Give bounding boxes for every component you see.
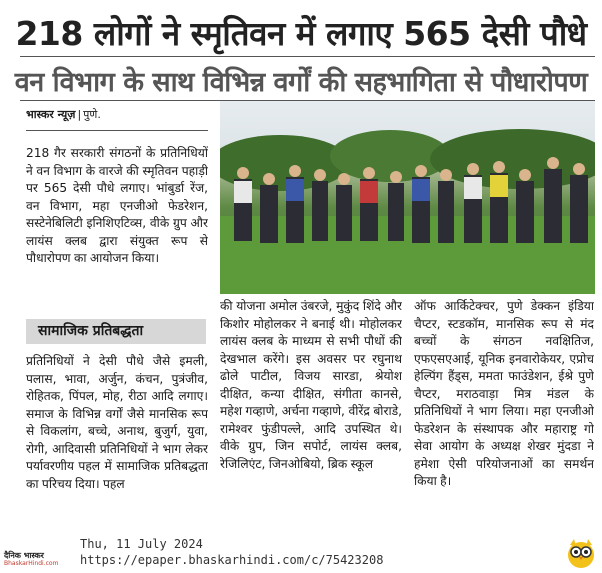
byline-separator: |	[77, 108, 82, 121]
byline-city: पुणे.	[83, 108, 101, 121]
body-column-2: की योजना अमोल उंबरजे, मुकुंद शिंदे और किशोर मोहोलकर ने बनाई थी। मोहोलकर लायंस क्लब के माध्यम से सभी पौधों की देखभाल करेंगे। इस अवसर पर रघुनाथ ढोले पाटील, विजय सारडा, श्रेयोश दीक्षित, कन्या दीक्षित, संगीता कानसे, महेश गव्हाणे, अर्चना गव्हाणे, वीरेंद्र बोराडे, रामेश्वर फुंडीपल्ले, आदि उपस्थित थे। वीके ग्रुप, जिन सपोर्ट, लायंस क्लब, रेजिलिएंट, जिनओबियो, ब्रिक स्कूल	[220, 299, 402, 471]
byline-source: भास्कर न्यूज़	[26, 108, 76, 121]
byline	[26, 107, 101, 122]
epaper-link[interactable]: https://epaper.bhaskarhindi.com/c/75423208	[80, 553, 384, 567]
subheadline: वन विभाग के साथ विभिन्न वर्गों की सहभागिता से पौधारोपण	[14, 67, 588, 98]
group-photo-image	[220, 101, 595, 294]
body-column-1: प्रतिनिधियों ने देसी पौधे जैसे इमली, पलास, भावा, अर्जुन, कंचन, पुत्रंजीव, रोहितक, पिंपल, मोह, रीठा आदि लगाए। समाज के विभिन्न वर्गों जैसे मानसिक रूप से विकलांग, बच्चे, अनाथ, बुजुर्ग, युवा, रोगी, आदिवासी प्रतिनिधियों ने भाग लेकर पर्यावरणीय पहल में सामाजिक प्रतिबद्धता का परिचय दिया। पहल	[26, 354, 208, 491]
logo-subtext: BhaskarHindi.com	[4, 560, 59, 567]
logo-text: दैनिक भास्कर	[4, 551, 44, 560]
body-column-3: ऑफ आर्किटेक्चर, पुणे डेक्कन इंडिया चैप्टर, स्टडकॉम, मानसिक रूप से मंद बच्चों के संगठन नवक्षितिज, एफएसएआई, यूनिक इनवारोकेयर, एप्रोच हेल्पिंग हैंड्स, ममता फाउंडेशन, ईश्रे पुणे चैप्टर, मराठवाड़ा मित्र मंडल के प्रतिनिधियों ने भाग लिया। महा एनजीओ फेडरेशन के संस्थापक और महाराष्ट्र गो सेवा आयोग के अध्यक्ष शेखर मुंदडा ने हमेशा ऐसी परियोजनाओं का समर्थन किया है।	[414, 299, 594, 488]
group-photo-scene	[220, 101, 595, 294]
byline-divider	[26, 130, 208, 131]
section-subhead: सामाजिक प्रतिबद्धता	[26, 319, 206, 344]
headline: 218 लोगों ने स्मृतिवन में लगाए 565 देसी पौधे	[15, 14, 587, 53]
owl-icon	[566, 537, 596, 569]
dainik-bhaskar-logo	[4, 551, 74, 569]
headline-divider	[20, 56, 595, 57]
lead-paragraph: 218 गैर सरकारी संगठनों के प्रतिनिधियों ने वन विभाग के वारजे की स्मृतिवन पहाड़ी पर 565 देसी पौधे लगाए। भांबुर्डा रेंज, वन विभाग, महा एनजीओ फेडरेशन, सस्टेनेबिलिटी इनिशिएटिव्स, वीके ग्रुप और लायंस क्लब द्वारा संयुक्त रूप से पौधारोपण का आयोजन किया।	[26, 146, 208, 265]
edition-date: Thu, 11 July 2024	[80, 537, 203, 551]
